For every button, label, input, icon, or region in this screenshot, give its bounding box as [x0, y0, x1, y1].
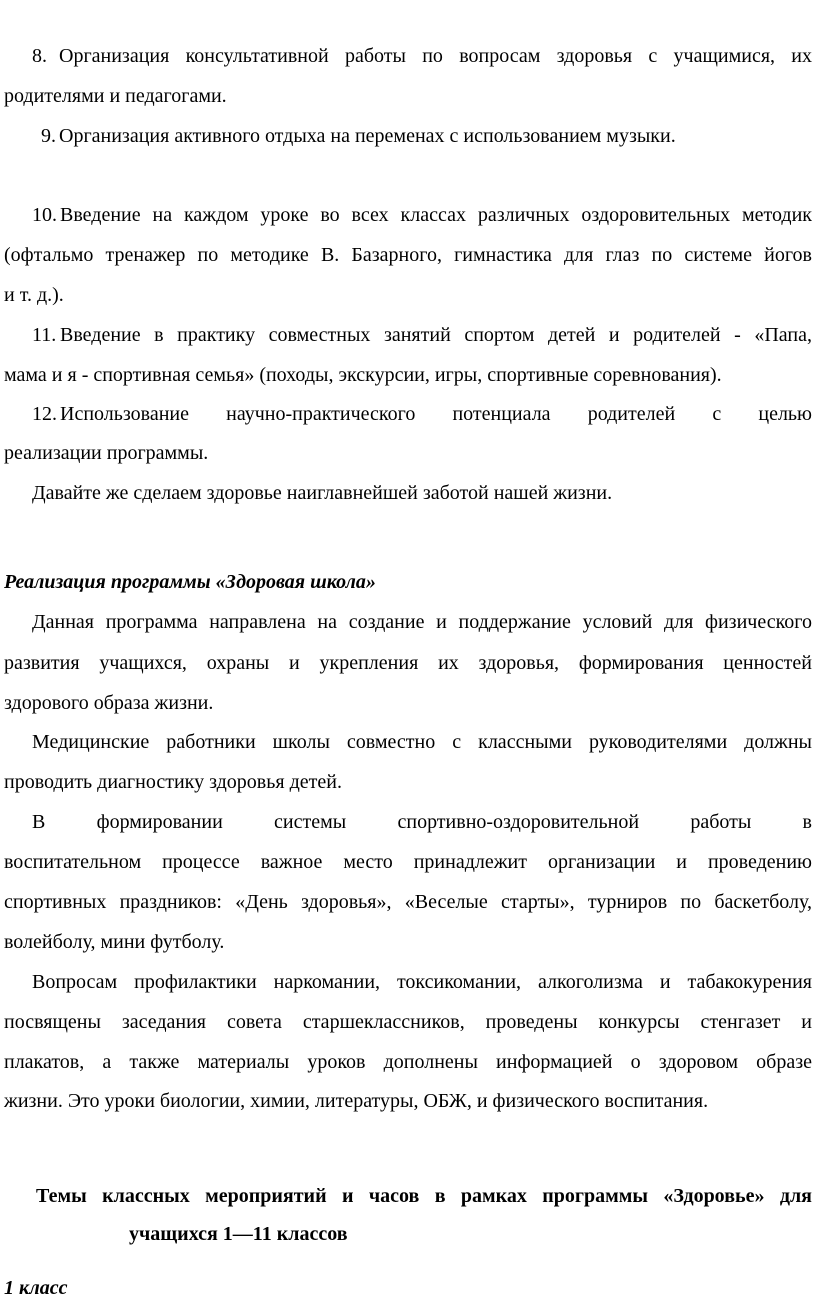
paragraph-1-line-3: здорового образа жизни. [4, 692, 214, 714]
paragraph-1-line-1: Данная программа направлена на создание и поддержание условий для физического [32, 611, 812, 633]
paragraph-2-line-2: проводить диагностику здоровья детей. [4, 771, 342, 793]
list-item-9-line-1: 9. Организация активного отдыха на переменах с использованием музыки. [32, 124, 676, 148]
paragraph-3-line-1: В формировании системы спортивно-оздоровительной работы в [32, 811, 812, 833]
list-item-12-line-2: реализации программы. [4, 442, 209, 464]
section-title: Реализация программы «Здоровая школа» [4, 571, 376, 593]
paragraph-4-line-1: Вопросам профилактики наркомании, токсикомании, алкоголизма и табакокурения [32, 971, 812, 993]
paragraph-3-line-3: спортивных праздников: «День здоровья», «Веселые старты», турниров по баскетболу, [4, 891, 812, 913]
topics-title-line-1: Темы классных мероприятий и часов в рамках программы «Здоровье» для [36, 1185, 812, 1207]
list-item-12-line-1: 12. Использование научно-практического потенциала родителей с целью [32, 403, 812, 425]
paragraph-1-line-2: развития учащихся, охраны и укрепления их здоровья, формирования ценностей [4, 652, 812, 674]
paragraph-3-line-4: волейболу, мини футболу. [4, 931, 225, 953]
list-number: 9. [41, 125, 56, 147]
list-item-11-line-1: 11. Введение в практику совместных занятий спортом детей и родителей - «Папа, [32, 324, 812, 346]
list-number: 12. [32, 403, 57, 425]
paragraph-4-line-2: посвящены заседания совета старшеклассников, проведены конкурсы стенгазет и [4, 1011, 812, 1033]
list-item-11-line-2: мама и я - спортивная семья» (походы, экскурсии, игры, спортивные соревнования). [4, 364, 722, 386]
paragraph-4-line-4: жизни. Это уроки биологии, химии, литературы, ОБЖ, и физического воспитания. [4, 1090, 709, 1112]
closing-sentence: Давайте же сделаем здоровье наиглавнейшей заботой нашей жизни. [32, 482, 613, 504]
paragraph-2-line-1: Медицинские работники школы совместно с классными руководителями должны [32, 731, 812, 753]
list-number: 10. [32, 204, 57, 226]
list-number: 8. [32, 45, 47, 67]
list-item-10-line-2: (офтальмо тренажер по методике В. Базарного, гимнастика для глаз по системе йогов [4, 244, 812, 266]
topics-title-line-2: учащихся 1—11 классов [129, 1223, 348, 1245]
list-item-8-line-1: 8. Организация консультативной работы по вопросам здоровья с учащимися, их [32, 45, 812, 67]
list-item-8-line-2: родителями и педагогами. [4, 85, 227, 107]
paragraph-3-line-2: воспитательном процессе важное место принадлежит организации и проведению [4, 851, 812, 873]
paragraph-4-line-3: плакатов, а также материалы уроков дополнены информацией о здоровом образе [4, 1051, 812, 1073]
list-item-10-line-3: и т. д.). [4, 284, 64, 306]
grade-1-heading: 1 класс [4, 1277, 68, 1299]
list-number: 11. [32, 324, 57, 346]
list-item-10-line-1: 10. Введение на каждом уроке во всех классах различных оздоровительных методик [32, 204, 812, 226]
